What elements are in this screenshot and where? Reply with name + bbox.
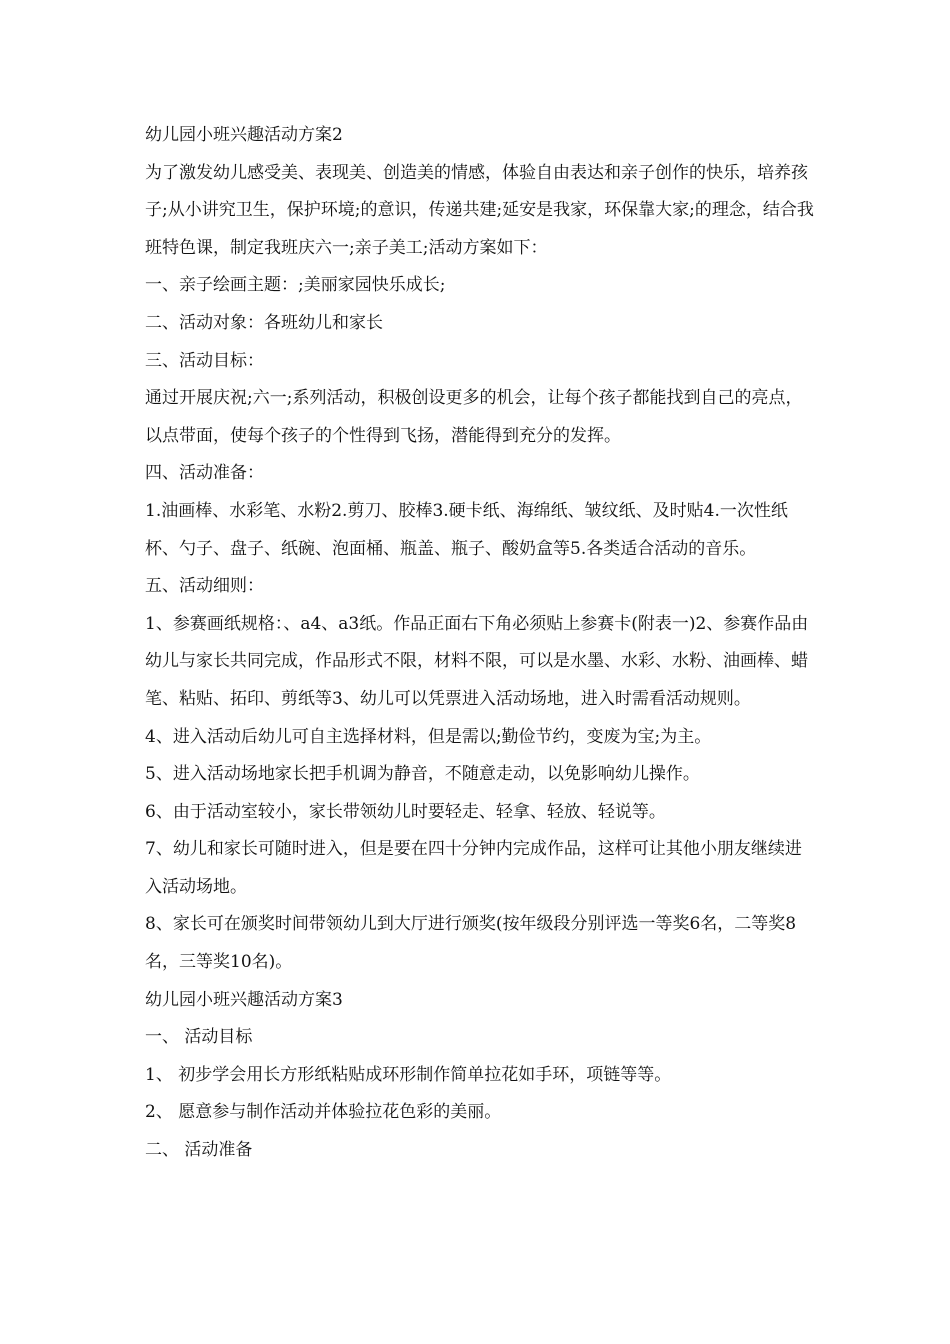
paragraph: 二、活动对象：各班幼儿和家长	[145, 312, 383, 333]
paragraph: 一、亲子绘画主题：;美丽家园快乐成长;	[145, 275, 446, 296]
paragraph: 为了激发幼儿感受美、表现美、创造美的情感，体验自由表达和亲子创作的快乐，培养孩子;从小讲究卫生，保护环境;的意识，传递共建;延安是我家，环保靠大家;的理念，结合我班特色课，制定我班庆六一;亲子美工;活动方案如下：	[145, 162, 814, 258]
paragraph: 1.油画棒、水彩笔、水粉2.剪刀、胶棒3.硬卡纸、海绵纸、皱纹纸、及时贴4.一次性纸杯、勺子、盘子、纸碗、泡面桶、瓶盖、瓶子、酸奶盒等5.各类适合活动的音乐。	[145, 500, 788, 559]
paragraph: 7、幼儿和家长可随时进入，但是要在四十分钟内完成作品，这样可让其他小朋友继续进入活动场地。	[145, 839, 802, 897]
paragraph: 4、进入活动后幼儿可自主选择材料，但是需以;勤俭节约，变废为宝;为主。	[145, 726, 712, 747]
paragraph: 二、 活动准备	[145, 1140, 253, 1161]
paragraph: 四、活动准备：	[145, 463, 264, 484]
section-title: 幼儿园小班兴趣活动方案2	[145, 125, 343, 145]
paragraph: 8、家长可在颁奖时间带领幼儿到大厅进行颁奖(按年级段分别评选一等奖6名，二等奖8名，三等奖10名)。	[145, 914, 797, 973]
paragraph: 2、 愿意参与制作活动并体验拉花色彩的美丽。	[145, 1102, 502, 1123]
paragraph: 五、活动细则：	[145, 576, 264, 597]
paragraph: 6、由于活动室较小，家长带领幼儿时要轻走、轻拿、轻放、轻说等。	[145, 801, 666, 822]
paragraph: 三、活动目标：	[145, 350, 264, 371]
paragraph: 一、 活动目标	[145, 1027, 253, 1048]
paragraph: 通过开展庆祝;六一;系列活动，积极创设更多的机会，让每个孩子都能找到自己的亮点，以点带面，使每个孩子的个性得到飞扬，潜能得到充分的发挥。	[145, 388, 803, 446]
paragraph: 5、进入活动场地家长把手机调为静音，不随意走动，以免影响幼儿操作。	[145, 764, 700, 785]
section-title: 幼儿园小班兴趣活动方案3	[145, 989, 343, 1010]
paragraph: 1、 初步学会用长方形纸粘贴成环形制作简单拉花如手环，项链等等。	[145, 1064, 672, 1085]
document-body	[145, 117, 817, 1170]
paragraph: 1、参赛画纸规格：、a4、a3纸。作品正面右下角必须贴上参赛卡(附表一)2、参赛作品由幼儿与家长共同完成，作品形式不限，材料不限，可以是水墨、水彩、水粉、油画棒、蜡笔、粘贴、拓印、剪纸等3、幼儿可以凭票进入活动场地，进入时需看活动规则。	[145, 613, 809, 709]
